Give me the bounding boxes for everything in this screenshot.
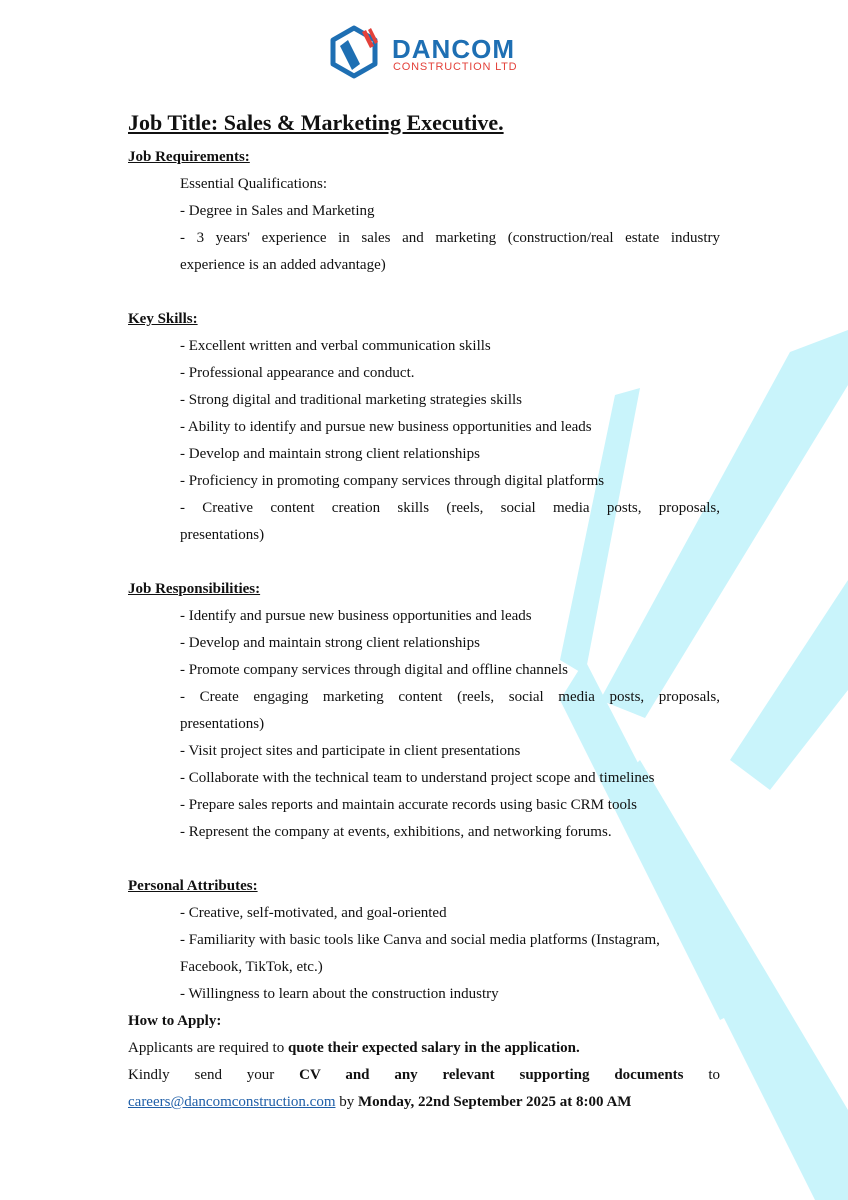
- list-item: - Creative, self-motivated, and goal-oriented: [180, 905, 447, 921]
- list-item: - Identify and pursue new business opportunities and leads: [180, 608, 532, 624]
- list-item: presentations): [180, 716, 265, 732]
- list-item: - Prepare sales reports and maintain accurate records using basic CRM tools: [180, 797, 637, 813]
- apply-salary-emphasis: quote their expected salary in the application.: [287, 1040, 580, 1056]
- company-name: DANCOM: [392, 34, 515, 64]
- apply-text: Applicants are required to: [128, 1040, 288, 1056]
- apply-text: by: [335, 1094, 358, 1110]
- job-title: Job Title: Sales & Marketing Executive.: [128, 110, 504, 135]
- list-item: experience is an added advantage): [180, 257, 386, 273]
- attributes-heading: Personal Attributes:: [128, 878, 258, 894]
- company-subtitle: CONSTRUCTION LTD: [393, 61, 518, 73]
- application-deadline: Monday, 22nd September 2025 at 8:00 AM: [357, 1094, 632, 1110]
- list-item: - Creative content creation skills (reels, social media posts, proposals,: [180, 500, 720, 516]
- list-item: - Strong digital and traditional marketing strategies skills: [180, 392, 523, 408]
- requirements-list: [128, 171, 720, 279]
- requirements-subheading: Essential Qualifications:: [180, 176, 328, 192]
- list-item: - Familiarity with basic tools like Canva and social media platforms (Instagram,: [180, 932, 660, 948]
- how-to-apply-heading: How to Apply:: [128, 1013, 222, 1029]
- apply-text: to: [683, 1067, 720, 1083]
- attributes-list: [128, 900, 720, 1008]
- apply-documents-emphasis: CV and any relevant supporting documents: [299, 1067, 684, 1083]
- list-item: - Collaborate with the technical team to understand project scope and timelines: [180, 770, 655, 786]
- skills-list: [128, 333, 720, 549]
- list-item: - Visit project sites and participate in client presentations: [180, 743, 521, 759]
- list-item: - Ability to identify and pursue new business opportunities and leads: [180, 419, 592, 435]
- list-item: - Develop and maintain strong client relationships: [180, 446, 480, 462]
- apply-text: Kindly send your: [128, 1067, 300, 1083]
- list-item: - Professional appearance and conduct.: [180, 365, 415, 381]
- list-item: Facebook, TikTok, etc.): [180, 959, 323, 975]
- list-item: presentations): [180, 527, 265, 543]
- list-item: - Degree in Sales and Marketing: [180, 203, 375, 219]
- list-item: - Create engaging marketing content (reels, social media posts, proposals,: [180, 689, 720, 705]
- skills-heading: Key Skills:: [128, 311, 198, 327]
- list-item: - Willingness to learn about the construction industry: [180, 986, 499, 1002]
- list-item: - 3 years' experience in sales and marketing (construction/real estate industry: [180, 230, 720, 246]
- job-posting: [128, 108, 720, 1116]
- apply-documents-line: [128, 1062, 720, 1089]
- responsibilities-heading: Job Responsibilities:: [128, 581, 261, 597]
- apply-salary-line: [128, 1035, 720, 1062]
- list-item: - Excellent written and verbal communication skills: [180, 338, 491, 354]
- list-item: - Proficiency in promoting company services through digital platforms: [180, 473, 605, 489]
- list-item: - Develop and maintain strong client relationships: [180, 635, 480, 651]
- responsibilities-list: [128, 603, 720, 846]
- list-item: - Represent the company at events, exhibitions, and networking forums.: [180, 824, 612, 840]
- requirements-heading: Job Requirements:: [128, 149, 250, 165]
- list-item: - Promote company services through digital and offline channels: [180, 662, 568, 678]
- hexagon-logo-icon: [326, 24, 382, 80]
- careers-email-link[interactable]: careers@dancomconstruction.com: [128, 1094, 336, 1110]
- company-logo: [326, 24, 526, 80]
- apply-deadline-line: [128, 1089, 720, 1116]
